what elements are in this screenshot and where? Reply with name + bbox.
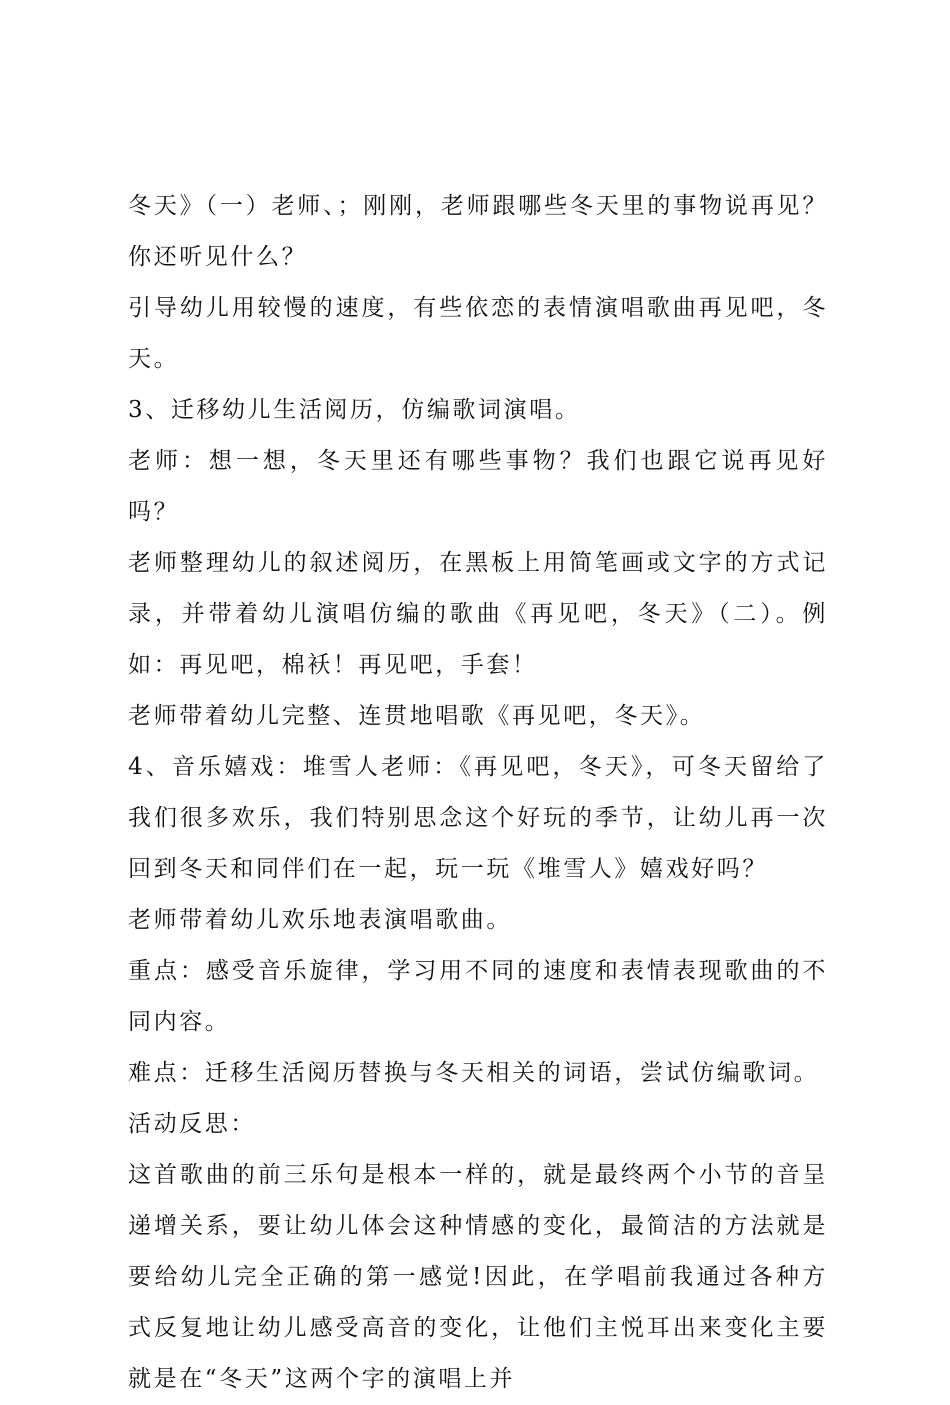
paragraph-step-3-heading: 3、迁移幼儿生活阅历，仿编歌词演唱。 [128, 397, 581, 423]
paragraph-perform-song: 老师带着幼儿欢乐地表演唱歌曲。 [128, 907, 512, 933]
paragraph-winter-intro: 冬天》（一）老师、；刚刚，老师跟哪些冬天里的事物说再见？你还听见什么？ [128, 193, 828, 270]
paragraph-reflection-body: 这首歌曲的前三乐句是根本一样的，就是最终两个小节的音呈递增关系，要让幼儿体会这种情感的变化，最简洁的方法就是要给幼儿完全正确的第一感觉!因此，在学唱前我通过各种方式反复地让幼儿感受高音的变化，让他们主悦耳出来变化主要就是在“冬天”这两个字的演唱上并 [128, 1162, 828, 1392]
paragraph-key-point: 重点：感受音乐旋律，学习用不同的速度和表情表现歌曲的不同内容。 [128, 958, 828, 1035]
paragraph-step-4-game: 4、音乐嬉戏：堆雪人老师：《再见吧，冬天》，可冬天留给了我们很多欢乐，我们特别思念这个好玩的季节，让幼儿再一次回到冬天和同伴们在一起，玩一玩《堆雪人》嬉戏好吗？ [128, 754, 828, 882]
paragraph-difficulty: 难点：迁移生活阅历替换与冬天相关的词语，尝试仿编歌词。 [128, 1060, 820, 1086]
paragraph-teacher-records: 老师整理幼儿的叙述阅历，在黑板上用简笔画或文字的方式记录，并带着幼儿演唱仿编的歌曲《再见吧，冬天》（二）。例如：再见吧，棉袄！再见吧，手套！ [128, 550, 828, 678]
paragraph-reflection-heading: 活动反思： [128, 1111, 256, 1137]
paragraph-sing-complete: 老师带着幼儿完整、连贯地唱歌《再见吧，冬天》。 [128, 703, 706, 729]
paragraph-teacher-question: 老师：想一想，冬天里还有哪些事物？我们也跟它说再见好吗？ [128, 448, 828, 525]
paragraph-guide-slow-speed: 引导幼儿用较慢的速度，有些依恋的表情演唱歌曲再见吧，冬天。 [128, 295, 828, 372]
document-body [128, 181, 828, 1405]
